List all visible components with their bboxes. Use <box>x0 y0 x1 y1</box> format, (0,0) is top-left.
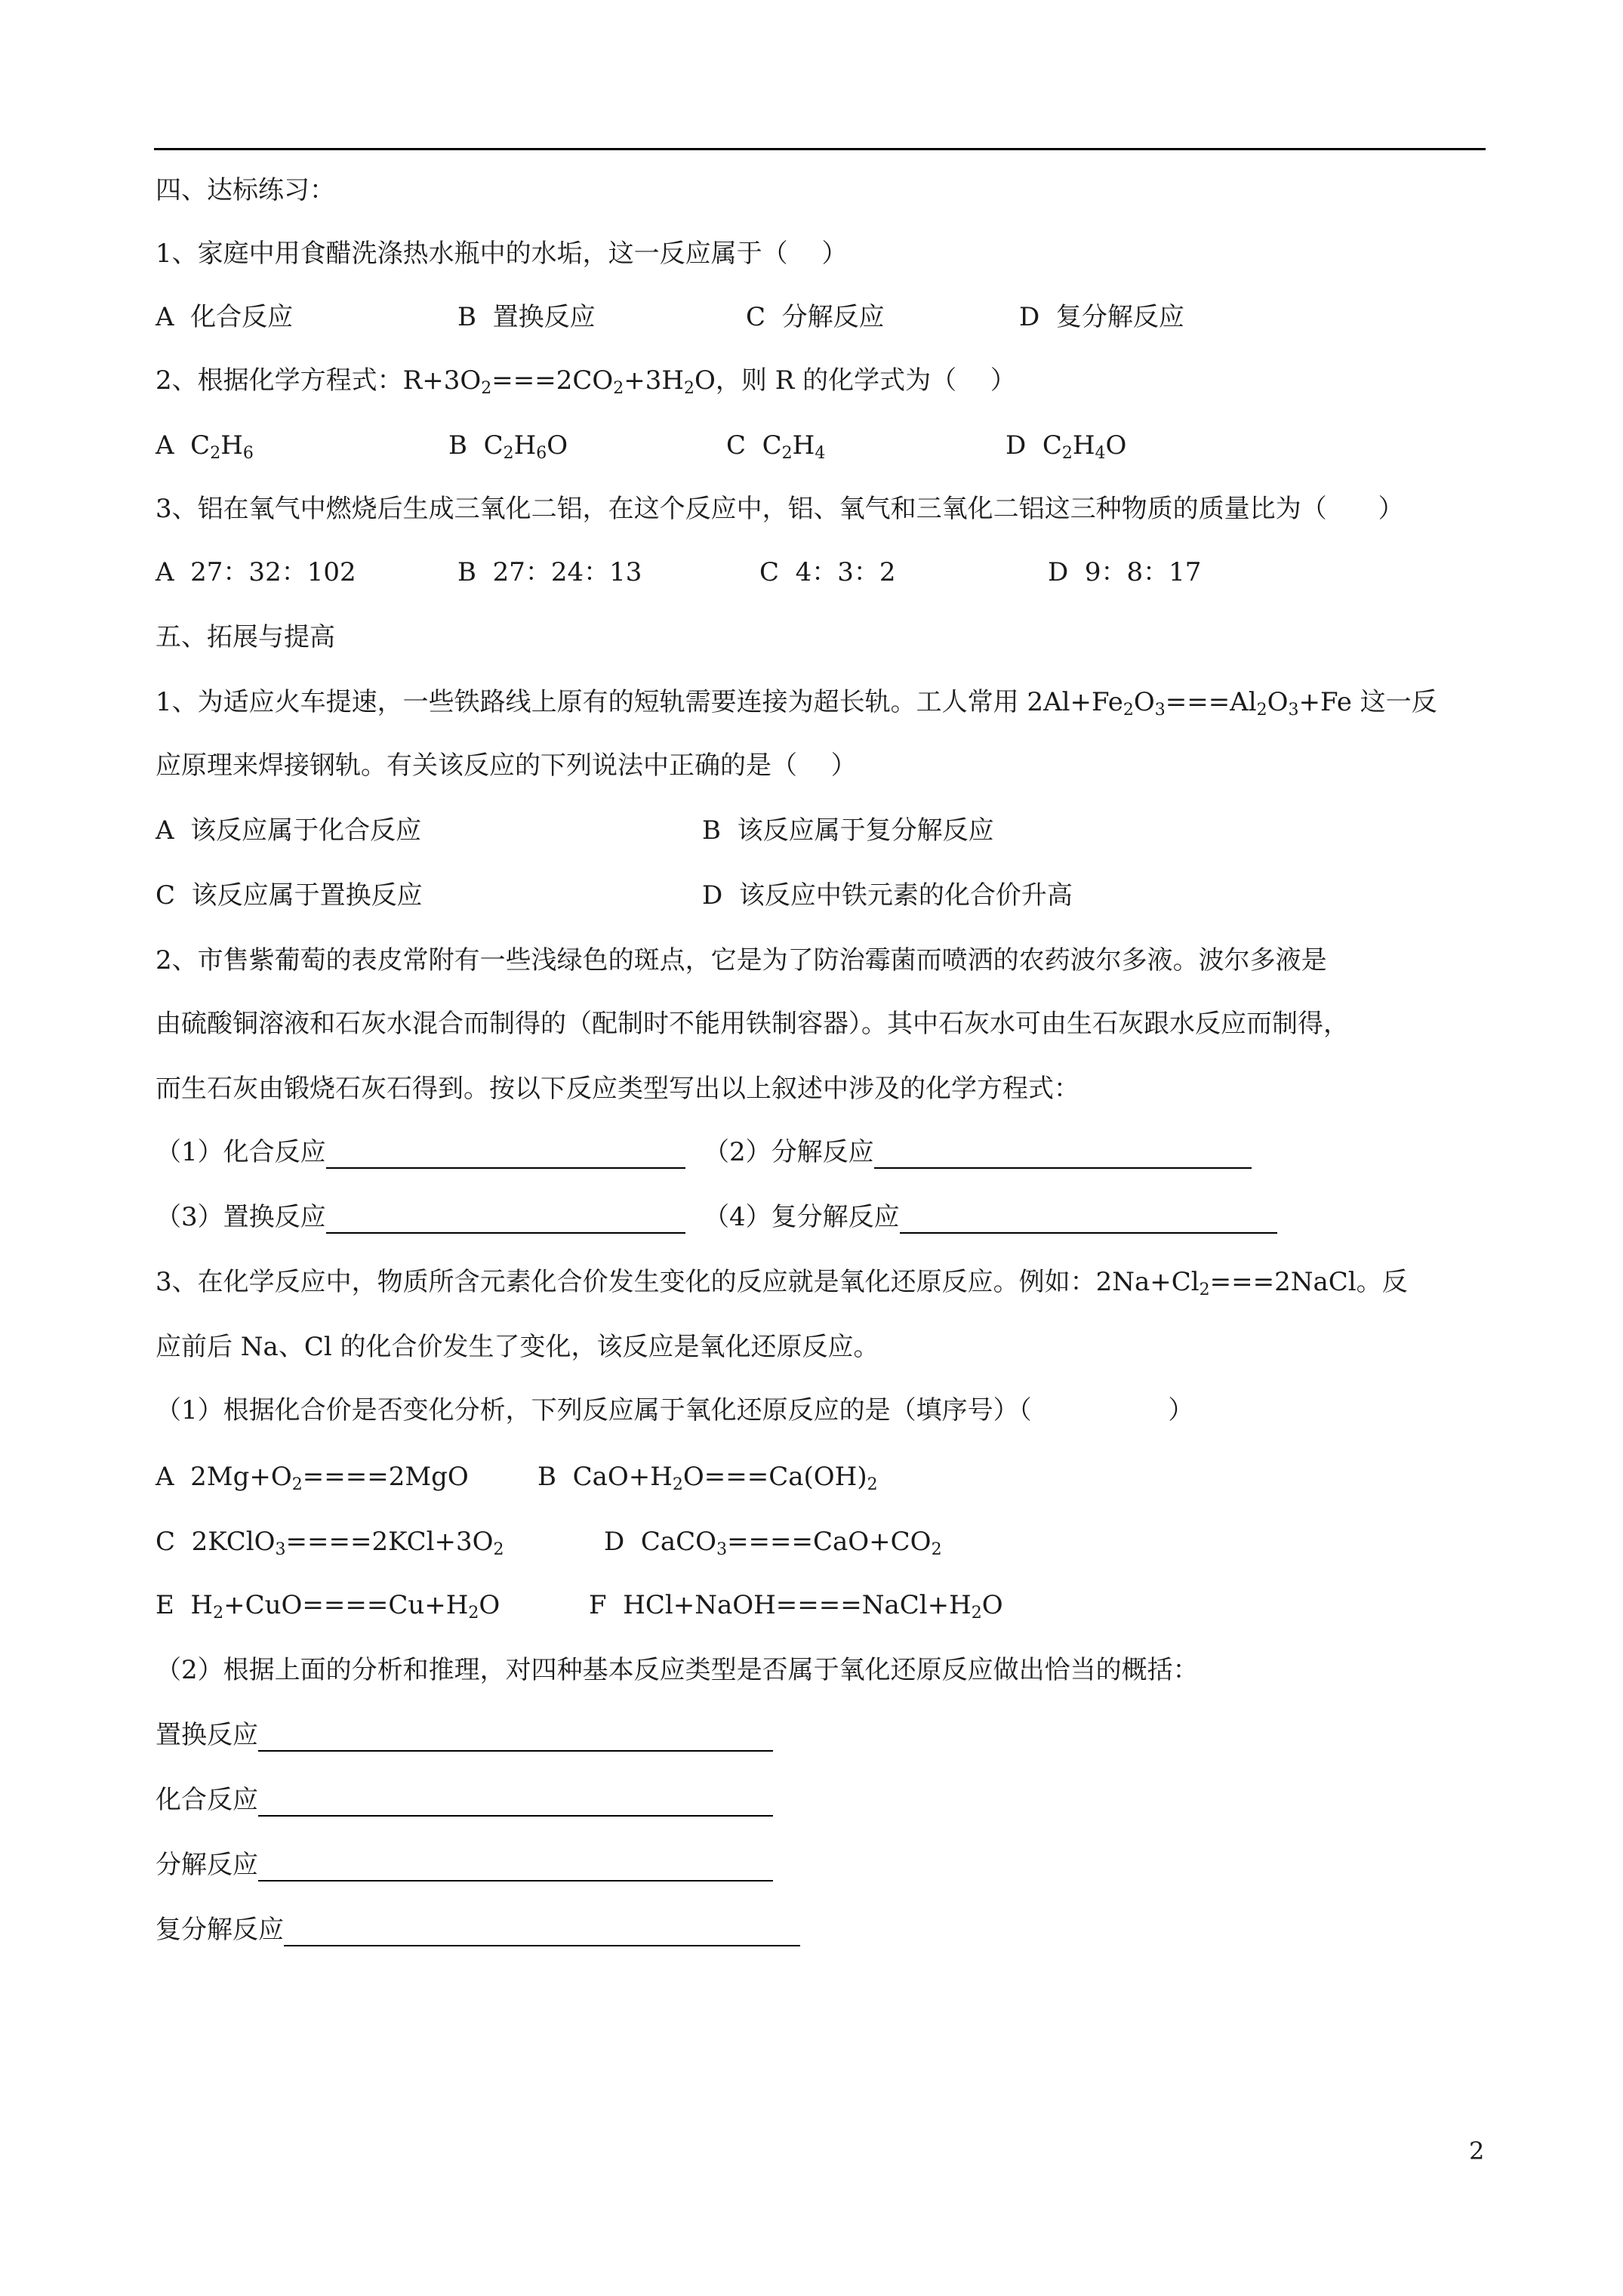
s4-q3-option-d: D 9：8：17 <box>1048 557 1202 587</box>
answer-blank[interactable] <box>874 1145 1252 1169</box>
s5-q2-blank-3[interactable] <box>156 1200 685 1234</box>
s5-q3-option-d: D $CaCO_3====CaO+CO_2$ <box>604 1527 942 1559</box>
s5-q3-fill-2-label: 化合反应 <box>156 1785 258 1815</box>
s5-q3-line-2: 应前后 Na、Cl 的化合价发生了变化，该反应是氧化还原反应。 <box>156 1332 879 1362</box>
s5-q2-blank-4-label: （4）复分解反应 <box>704 1202 900 1232</box>
s5-q3-fill-1-label: 置换反应 <box>156 1720 258 1750</box>
s5-q2-line-1: 2、市售紫葡萄的表皮常附有一些浅绿色的斑点，它是为了防治霉菌而喷洒的农药波尔多液。波尔多液是 <box>156 945 1327 975</box>
s5-q2-line-3: 而生石灰由锻烧石灰石得到。按以下反应类型写出以上叙述中涉及的化学方程式： <box>156 1074 1079 1104</box>
answer-blank[interactable] <box>326 1210 685 1234</box>
s5-q1-line-1: 1、为适应火车提速，一些铁路线上原有的短轨需要连接为超长轨。工人常用 $2Al+Fe_2O_3===Al_2O_3+Fe$ 这一反 <box>156 687 1437 720</box>
s5-q3-option-f: F $HCl+NaOH====NaCl+H_2O$ <box>589 1590 1003 1623</box>
section-5-title: 五、拓展与提高 <box>156 622 335 652</box>
s4-q1-option-d: D 复分解反应 <box>1019 302 1184 332</box>
s5-q3-part-1: （1）根据化合价是否变化分析，下列反应属于氧化还原反应的是（填序号）（ ） <box>156 1395 1194 1425</box>
s4-q3-option-c: C 4：3：2 <box>759 557 896 587</box>
s5-q3-fill-4-label: 复分解反应 <box>156 1915 284 1945</box>
s5-q2-line-2: 由硫酸铜溶液和石灰水混合而制得的（配制时不能用铁制容器）。其中石灰水可由生石灰跟水反应而制得， <box>156 1009 1349 1039</box>
s5-q3-option-c: C $2KClO_3====2KCl+3O_2$ <box>156 1527 504 1559</box>
s4-q1-option-a: A 化合反应 <box>156 302 294 332</box>
s5-q3-option-e: E $H_2+CuO====Cu+H_2O$ <box>156 1590 500 1623</box>
s5-q2-blank-4[interactable] <box>704 1200 1277 1234</box>
s5-q2-blank-1[interactable] <box>156 1136 685 1169</box>
s4-q2-stem: 2、根据化学方程式：$R+3O_2===2CO_2+3H_2O$，则 R 的化学式为（ ） <box>156 365 1016 398</box>
s5-q1-option-c: C 该反应属于置换反应 <box>156 880 423 911</box>
s5-q1-option-b: B 该反应属于复分解反应 <box>702 815 994 846</box>
s5-q3-option-a: A $2Mg+O_2====2MgO$ <box>156 1462 469 1494</box>
s4-q1-stem: 1、家庭中用食醋洗涤热水瓶中的水垢，这一反应属于（ ） <box>156 239 848 269</box>
answer-blank[interactable] <box>900 1210 1277 1234</box>
s5-q1-option-d: D 该反应中铁元素的化合价升高 <box>702 880 1073 911</box>
s4-q1-option-b: B 置换反应 <box>457 302 596 332</box>
s5-q2-blank-3-label: （3）置换反应 <box>156 1202 326 1232</box>
s4-q3-option-a: A 27：32：102 <box>156 557 356 587</box>
s5-q3-fill-3[interactable] <box>156 1848 773 1881</box>
answer-blank[interactable] <box>258 1857 773 1881</box>
answer-blank[interactable] <box>284 1922 800 1946</box>
s5-q2-blank-2-label: （2）分解反应 <box>704 1137 874 1167</box>
s4-q2-option-b: B $C_2H_6O$ <box>448 430 568 463</box>
s5-q3-fill-2[interactable] <box>156 1783 773 1817</box>
page-number: 2 <box>1469 2137 1485 2165</box>
s5-q3-part-2: （2）根据上面的分析和推理，对四种基本反应类型是否属于氧化还原反应做出恰当的概括： <box>156 1655 1199 1685</box>
s5-q1-line-2: 应原理来焊接钢轨。有关该反应的下列说法中正确的是（ ） <box>156 750 857 781</box>
s4-q2-option-a: A $C_2H_6$ <box>156 430 254 463</box>
answer-blank[interactable] <box>326 1145 685 1169</box>
s4-q2-option-d: D $C_2H_4O$ <box>1006 430 1127 463</box>
answer-blank[interactable] <box>258 1727 773 1752</box>
s5-q3-fill-3-label: 分解反应 <box>156 1850 258 1880</box>
s5-q3-fill-1[interactable] <box>156 1718 773 1752</box>
s5-q3-line-1: 3、在化学反应中，物质所含元素化合价发生变化的反应就是氧化还原反应。例如：$2Na+Cl_2===2NaCl$。反 <box>156 1267 1408 1299</box>
s4-q3-stem: 3、铝在氧气中燃烧后生成三氧化二铝，在这个反应中，铝、氧气和三氧化二铝这三种物质的质量比为（ ） <box>156 494 1404 524</box>
s4-q2-option-c: C $C_2H_4$ <box>726 430 826 463</box>
s4-q1-option-c: C 分解反应 <box>746 302 885 332</box>
s5-q3-fill-4[interactable] <box>156 1913 800 1946</box>
s5-q2-blank-1-label: （1）化合反应 <box>156 1137 326 1167</box>
s5-q1-option-a: A 该反应属于化合反应 <box>156 815 422 846</box>
s5-q3-option-b: B $CaO+H_2O===Ca(OH)_2$ <box>537 1462 878 1494</box>
answer-blank[interactable] <box>258 1792 773 1817</box>
s5-q2-blank-2[interactable] <box>704 1136 1252 1169</box>
header-rule <box>154 148 1486 150</box>
s4-q3-option-b: B 27：24：13 <box>457 557 642 587</box>
section-4-title: 四、达标练习： <box>156 175 335 205</box>
